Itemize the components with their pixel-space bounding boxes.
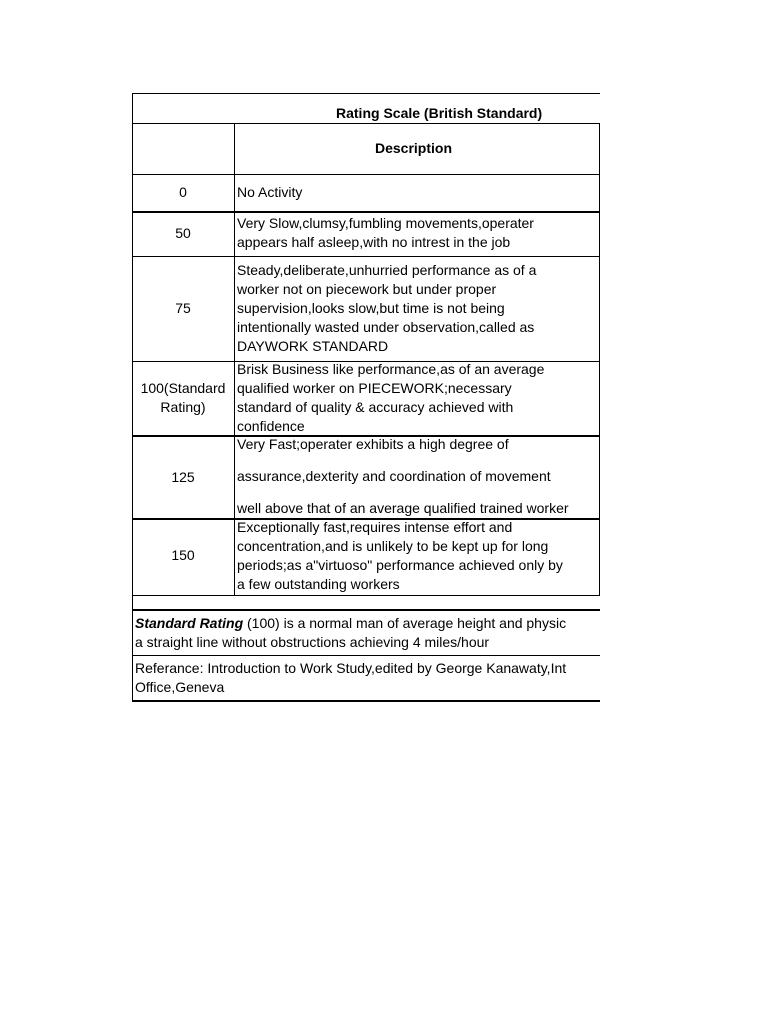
table-right-border (599, 123, 600, 595)
rating-description: Steady,deliberate,unhurried performance as of a worker not on piecework but under proper supervision,looks slow,but time is not being intentionally wasted under observation,called as DAYWORK STANDARD (237, 262, 537, 354)
column-divider (234, 123, 235, 595)
rating-value: 0 (179, 184, 187, 200)
table-top-border (132, 93, 600, 94)
header-row-border (132, 174, 600, 175)
standard-rating-label: Standard Rating (135, 615, 244, 631)
rating-value: 125 (171, 469, 195, 485)
table-bottom-border (132, 700, 600, 702)
rating-description: Exceptionally fast,requires intense effort and concentration,and is unlikely to be kept up for long periods;as a"virtuoso" performance achieved only by a few outstanding workers (237, 519, 563, 592)
rating-value: 75 (175, 300, 191, 316)
notes-divider (132, 655, 600, 656)
rating-value: 50 (175, 225, 191, 241)
rating-description: No Activity (237, 184, 303, 200)
title-row-border (132, 123, 600, 124)
notes-top-border (132, 609, 600, 611)
rating-scale-sheet (132, 93, 600, 703)
rating-description: Very Fast;operater exhibits a high degree of assurance,dexterity and coordination of movement well above that of an average qualified trained worker (237, 436, 569, 516)
rating-description: Brisk Business like performance,as of an average qualified worker on PIECEWORK;necessary standard of quality & accuracy achieved with confidence (237, 361, 545, 434)
row-border (132, 595, 600, 596)
description-header: Description (375, 140, 453, 156)
table-title: Rating Scale (British Standard) (336, 105, 543, 121)
rating-description: Very Slow,clumsy,fumbling movements,operater appears half asleep,with no intrest in the job (237, 215, 534, 250)
rating-value: 100(Standard Rating) (140, 380, 226, 415)
standard-rating-note: Standard Rating (100) is a normal man of average height and physic a straight line without obstructions achieving 4 miles/hour (135, 615, 567, 650)
row-border (132, 256, 600, 257)
reference-note: Referance: Introduction to Work Study,edited by George Kanawaty,Int Office,Geneva (135, 660, 567, 695)
row-border (132, 211, 600, 213)
rating-value: 150 (171, 547, 195, 563)
